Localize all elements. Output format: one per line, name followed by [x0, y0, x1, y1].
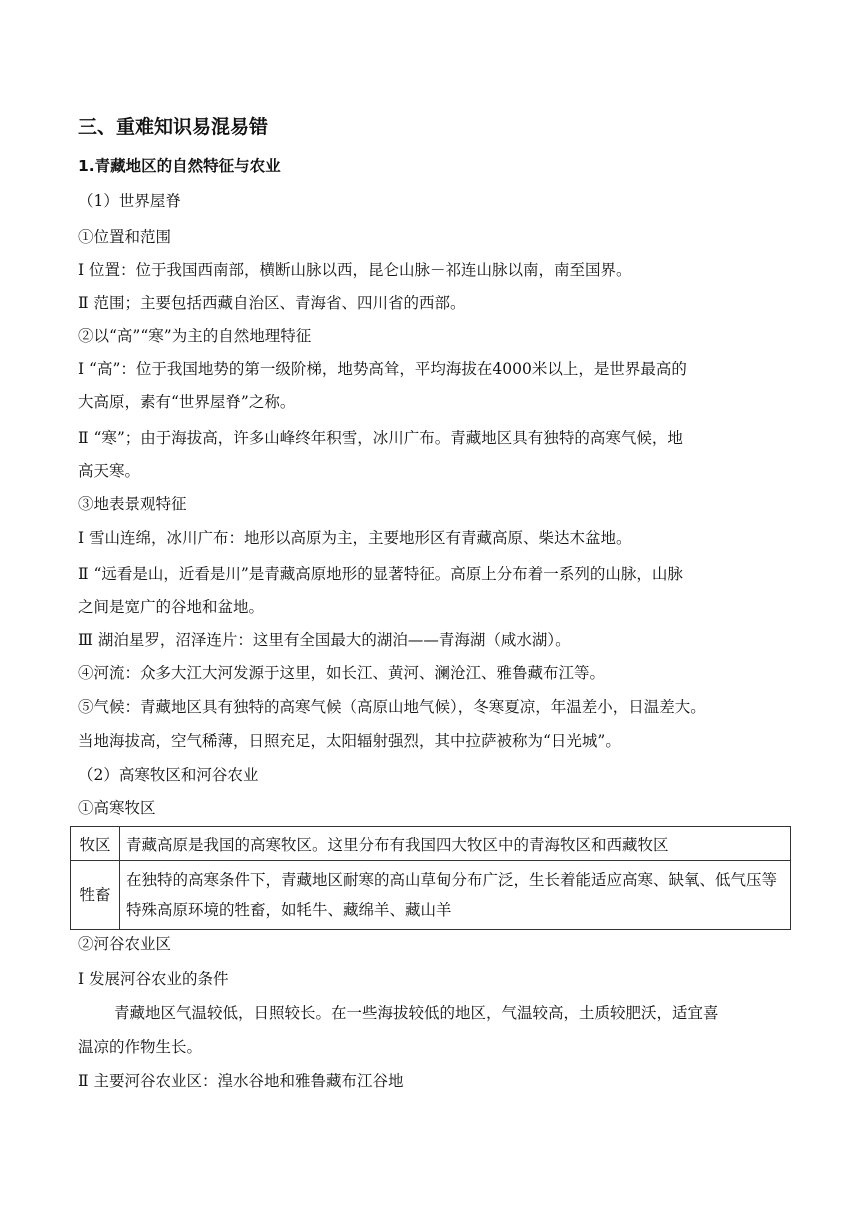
landscape-text-2-line2: 之间是宽广的谷地和盆地。	[78, 598, 265, 616]
table-key-cell: 牧区	[71, 827, 120, 861]
landscape-text-3: Ⅲ 湖泊星罗，沼泽连片：这里有全国最大的湖泊——青海湖（咸水湖）。	[78, 631, 571, 649]
point-2-title: ②以“高”“寒”为主的自然地理特征	[78, 327, 312, 345]
point-6-title: ①高寒牧区	[78, 799, 156, 817]
valley-areas-text: Ⅱ 主要河谷农业区：湟水谷地和雅鲁藏布江谷地	[78, 1072, 404, 1090]
high-text-line2: 大高原，素有“世界屋脊”之称。	[78, 393, 296, 411]
range-text: Ⅱ 范围；主要包括西藏自治区、青海省、四川省的西部。	[78, 294, 466, 312]
pastoral-table	[70, 826, 791, 930]
topic-heading: 1.青藏地区的自然特征与农业	[78, 157, 281, 175]
table-row	[71, 861, 791, 930]
point-3-title: ③地表景观特征	[78, 495, 187, 513]
rivers-text: ④河流：众多大江大河发源于这里，如长江、黄河、澜沧江、雅鲁藏布江等。	[78, 664, 606, 682]
subsection-1-title: （1）世界屋脊	[78, 192, 181, 210]
landscape-text-2-line1: Ⅱ “远看是山，近看是川”是青藏高原地形的显著特征。高原上分布着一系列的山脉，山脉	[78, 565, 683, 583]
section-heading: 三、重难知识易混易错	[78, 116, 269, 138]
table-value-cell: 青藏高原是我国的高寒牧区。这里分布有我国四大牧区中的青海牧区和西藏牧区	[120, 827, 791, 861]
landscape-text-1: Ⅰ 雪山连绵，冰川广布：地形以高原为主，主要地形区有青藏高原、柴达木盆地。	[78, 529, 632, 547]
climate-text-line1: ⑤气候：青藏地区具有独特的高寒气候（高原山地气候），冬寒夏凉，年温差小，日温差大。	[78, 698, 706, 716]
table-value-cell: 在独特的高寒条件下，青藏地区耐寒的高山草甸分布广泛，生长着能适应高寒、缺氧、低气压等特殊高原环境的牲畜，如牦牛、藏绵羊、藏山羊	[120, 861, 791, 930]
table-key-cell: 牲畜	[71, 861, 120, 930]
high-text-line1: Ⅰ “高”：位于我国地势的第一级阶梯，地势高耸，平均海拔在4000米以上，是世界最高的	[78, 360, 687, 378]
valley-condition-title: Ⅰ 发展河谷农业的条件	[78, 970, 229, 988]
climate-text-line2: 当地海拔高，空气稀薄，日照充足，太阳辐射强烈，其中拉萨被称为“日光城”。	[78, 732, 621, 750]
cold-text-line1: Ⅱ “寒”；由于海拔高，许多山峰终年积雪，冰川广布。青藏地区具有独特的高寒气候，地	[78, 429, 683, 447]
subsection-2-title: （2）高寒牧区和河谷农业	[78, 766, 259, 784]
point-7-title: ②河谷农业区	[78, 935, 172, 953]
valley-condition-text-line1: 青藏地区气温较低，日照较长。在一些海拔较低的地区，气温较高，土质较肥沃，适宜喜	[114, 1004, 719, 1022]
cold-text-line2: 高天寒。	[78, 462, 141, 480]
table-row	[71, 827, 791, 861]
location-text: Ⅰ 位置：位于我国西南部，横断山脉以西，昆仑山脉－祁连山脉以南，南至国界。	[78, 261, 632, 279]
point-1-title: ①位置和范围	[78, 228, 172, 246]
valley-condition-text-line2: 温凉的作物生长。	[78, 1038, 203, 1056]
